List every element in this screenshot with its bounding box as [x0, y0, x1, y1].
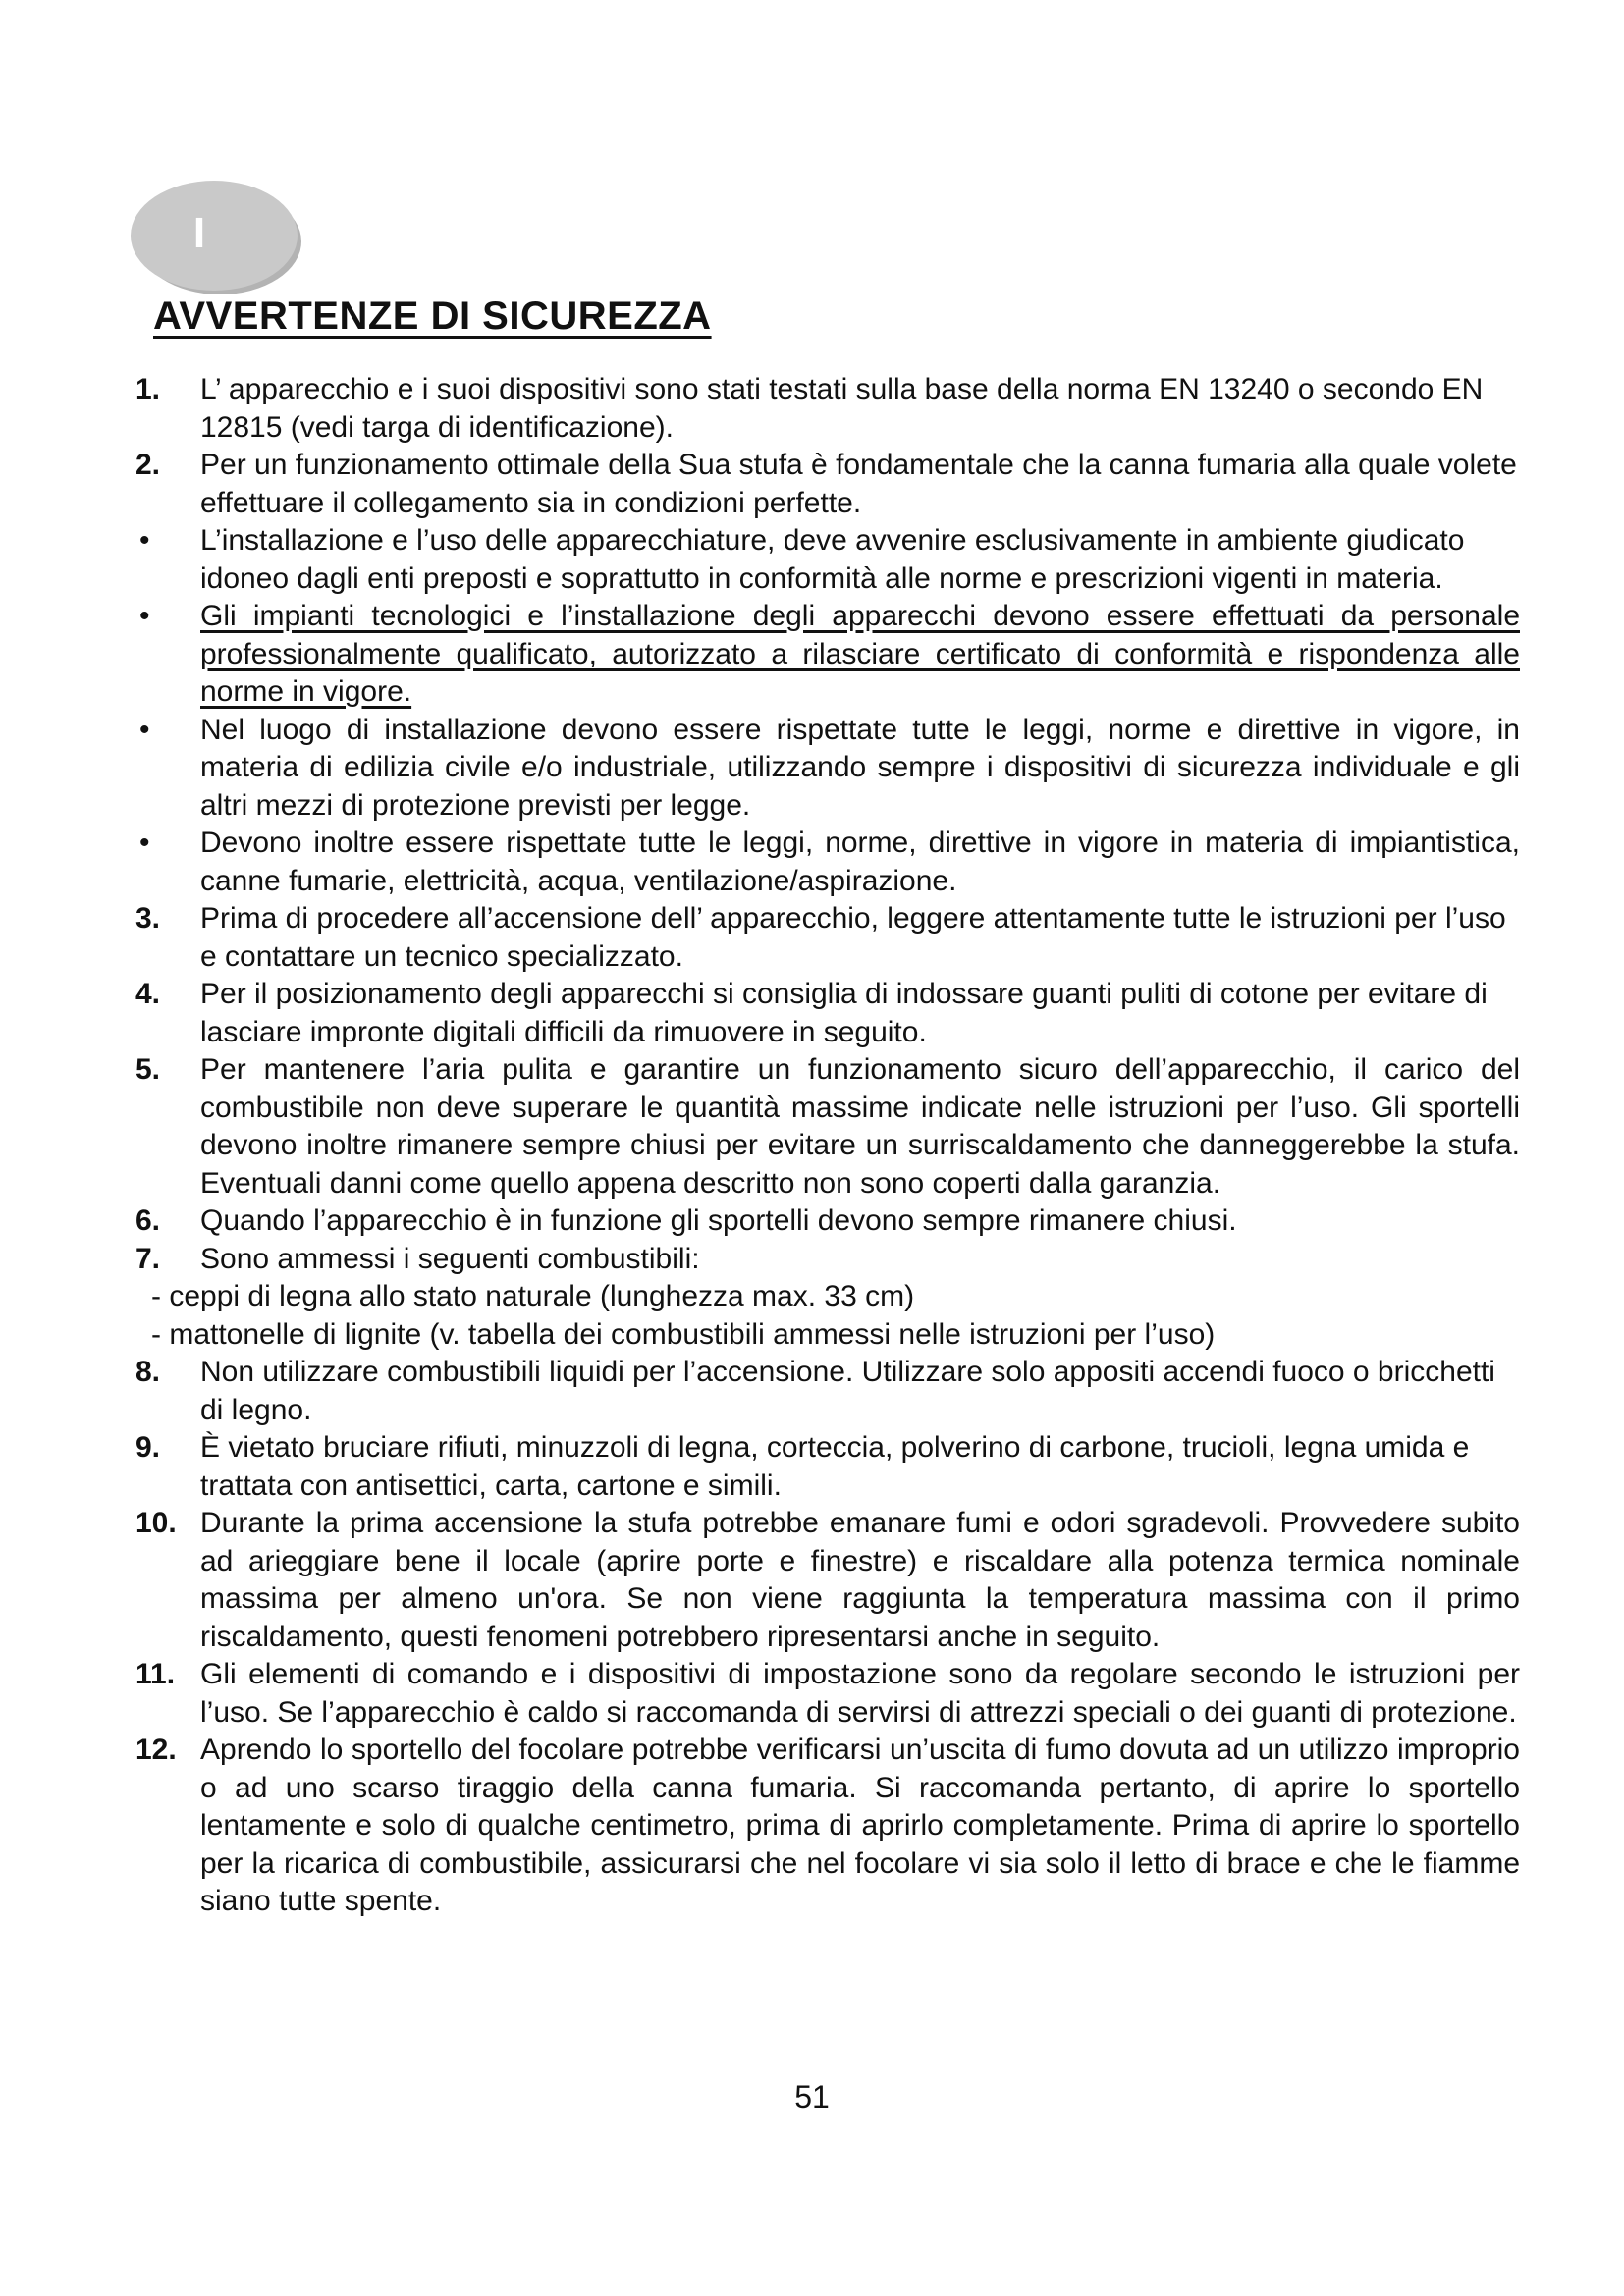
- item-text: Sono ammessi i seguenti combustibili:: [200, 1242, 700, 1275]
- item-marker: 12.: [135, 1734, 177, 1766]
- item-marker: 9.: [135, 1431, 161, 1464]
- bullet-marker: •: [139, 827, 150, 859]
- list-item: [126, 598, 1520, 712]
- fuel-subitem: - ceppi di legna allo stato naturale (lunghezza max. 33 cm): [151, 1280, 915, 1312]
- item-text: Per mantenere l’aria pulita e garantire un funzionamento sicuro dell’apparecchio, il carico del combustibile non deve superare le quantità massime indicate nelle istruzioni per l’uso. Gli sportelli devono inoltre rimanere sempre chiusi per evitare un surriscaldamento che danneggerebbe la stufa. Eventuali danni come quello appena descritto non sono coperti dalla garanzia.: [200, 1053, 1520, 1200]
- list-item: [126, 522, 1520, 598]
- item-text: Durante la prima accensione la stufa potrebbe emanare fumi e odori sgradevoli. Provvedere subito ad arieggiare bene il locale (aprire porte e finestre) e riscaldare alla potenza termica nominale massima per almeno un'ora. Se non viene raggiunta la temperatura massima con il primo riscaldamento, questi fenomeni potrebbero ripresentarsi anche in seguito.: [200, 1507, 1520, 1653]
- item-text: Non utilizzare combustibili liquidi per l’accensione. Utilizzare solo appositi accendi fuoco o bricchetti di legno.: [200, 1356, 1495, 1426]
- item-text: Nel luogo di installazione devono essere rispettate tutte le leggi, norme e direttive in vigore, in materia di edilizia civile e/o industriale, utilizzando sempre i dispositivi di sicurezza individuale e gli altri mezzi di protezione previsti per legge.: [200, 713, 1520, 822]
- item-marker: 11.: [135, 1658, 176, 1690]
- item-text: Per un funzionamento ottimale della Sua stufa è fondamentale che la canna fumaria alla quale volete effettuare il collegamento sia in condizioni perfette.: [200, 449, 1517, 519]
- list-item: [126, 1241, 1520, 1279]
- fuel-subitem: - mattonelle di lignite (v. tabella dei combustibili ammessi nelle istruzioni per l’uso): [151, 1317, 1216, 1351]
- list-item: [126, 1732, 1520, 1921]
- list-item: [126, 712, 1520, 826]
- page-number: 51: [794, 2079, 830, 2114]
- item-text: Devono inoltre essere rispettate tutte le leggi, norme, direttive in vigore in materia di impiantistica, canne fumarie, elettricità, acqua, ventilazione/aspirazione.: [200, 827, 1520, 897]
- item-marker: 7.: [135, 1242, 161, 1275]
- list-item: [126, 1505, 1520, 1656]
- item-marker: 1.: [135, 373, 161, 405]
- language-badge: [131, 181, 298, 291]
- item-text: Gli elementi di comando e i dispositivi di impostazione sono da regolare secondo le istruzioni per l’uso. Se l’apparecchio è caldo si raccomanda di servirsi di attrezzi speciali o dei guanti di protezione.: [200, 1658, 1520, 1729]
- bullet-marker: •: [139, 713, 150, 746]
- item-marker: 10.: [135, 1507, 177, 1539]
- page-title: AVVERTENZE DI SICUREZZA: [153, 294, 712, 338]
- item-text: Per il posizionamento degli apparecchi si consiglia di indossare guanti puliti di cotone per evitare di lasciare impronte digitali difficili da rimuovere in seguito.: [200, 978, 1488, 1048]
- item-text: L’installazione e l’uso delle apparecchiature, deve avvenire esclusivamente in ambiente giudicato idoneo dagli enti preposti e soprattutto in conformità alle norme e prescrizioni vigenti in materia.: [200, 524, 1465, 595]
- item-text-underlined: Gli impianti tecnologici e l’installazione degli apparecchi devono essere effettuati da personale professionalmente qualificato, autorizzato a rilasciare certificato di conformità e rispondenza alle norme in vigore.: [200, 600, 1520, 708]
- item-text: È vietato bruciare rifiuti, minuzzoli di legna, corteccia, polverino di carbone, trucioli, legna umida e trattata con antisettici, carta, cartone e simili.: [200, 1431, 1470, 1502]
- list-item: [126, 1202, 1520, 1241]
- list-item: [126, 447, 1520, 522]
- item-marker: 8.: [135, 1356, 161, 1388]
- bullet-marker: •: [139, 600, 150, 632]
- list-item: [126, 1656, 1520, 1732]
- list-item: [126, 900, 1520, 976]
- item-marker: 2.: [135, 449, 161, 481]
- list-item: [126, 371, 1520, 447]
- bullet-marker: •: [139, 524, 150, 557]
- item-marker: 4.: [135, 978, 161, 1010]
- language-badge-label: I: [192, 209, 206, 257]
- item-marker: 5.: [135, 1053, 161, 1086]
- item-text: Prima di procedere all’accensione dell’ apparecchio, leggere attentamente tutte le istruzioni per l’uso e contattare un tecnico specializzato.: [200, 902, 1506, 973]
- safety-warnings-list: [126, 371, 1520, 1921]
- list-item: [126, 976, 1520, 1051]
- item-text: Quando l’apparecchio è in funzione gli sportelli devono sempre rimanere chiusi.: [200, 1204, 1237, 1237]
- item-marker: 3.: [135, 902, 161, 934]
- list-item: [126, 1354, 1520, 1429]
- list-item: [126, 1051, 1520, 1202]
- list-item: [126, 1429, 1520, 1505]
- item-marker: 6.: [135, 1204, 161, 1237]
- item-text: Aprendo lo sportello del focolare potrebbe verificarsi un’uscita di fumo dovuta ad un utilizzo improprio o ad uno scarso tiraggio della canna fumaria. Si raccomanda pertanto, di aprire lo sportello lentamente e solo di qualche centimetro, prima di aprirlo completamente. Prima di aprire lo sportello per la ricarica di combustibile, assicurarsi che nel focolare vi sia solo il letto di brace e che le fiamme siano tutte spente.: [200, 1734, 1520, 1917]
- item-text: L’ apparecchio e i suoi dispositivi sono stati testati sulla base della norma EN 13240 o secondo EN 12815 (vedi targa di identificazione).: [200, 373, 1484, 444]
- list-item: [126, 825, 1520, 900]
